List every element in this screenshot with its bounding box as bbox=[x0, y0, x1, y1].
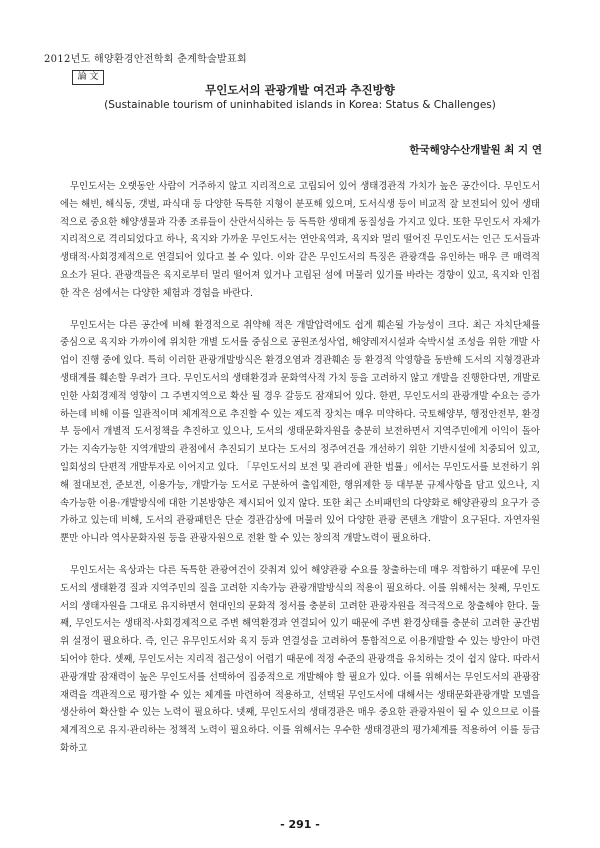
author-affiliation: 한국해양수산개발원 최 지 연 bbox=[409, 144, 542, 156]
conference-header: 2012년도 해양환경안전학회 춘계학술발표회 bbox=[44, 54, 247, 65]
body-text bbox=[60, 178, 540, 772]
paragraph: 무인도서는 다른 공간에 비해 환경적으로 취약해 적은 개발압력에도 쉽게 훼손될 가능성이 크다. 최근 자치단체를 중심으로 육지와 가까이에 위치한 개별 도서를 중심으로 공원조성사업, 해양레저시설과 숙박시설 조성을 위한 개발 사업이 진행 중에 있다. 특히 이러한 관광개발방식은 환경오염과 경관훼손 등 환경적 악영향을 동반해 도서의 지형경관과 생태계를 훼손할 우려가 크다. 무인도서의 생태환경과 문화역사적 가치 등을 고려하지 않고 개발을 진행한다면, 개발로 인한 사회경제적 영향이 그 주변지역으로 확산 될 경우 갈등도 잠재되어 있다. 한편, 무인도서의 관광개발 수요는 증가하는데 비해 이를 일관적이며 체계적으로 추진할 수 있는 제도적 장치는 매우 미약하다. 국토해양부, 행정안전부, 환경부 등에서 개별적 도서정책을 추진하고 있으나, 도서의 생태문화자원을 충분히 보전하면서 지역주민에게 이익이 돌아가는 지속가능한 지역개발의 관점에서 추진되기 보다는 도서의 정주여건을 개선하기 위한 기반시설에 치중되어 있고, 일회성의 단편적 개발투자로 이어지고 있다. 「무인도서의 보전 및 관리에 관한 법률」에서는 무인도서를 보전하기 위해 절대보전, 준보전, 이용가능, 개발가능 도서로 구분하여 출입제한, 행위제한 등 대부분 규제사항을 담고 있으나, 지속가능한 이용·개발방식에 대한 기본방향은 제시되어 있지 않다. 또한 최근 소비패턴의 다양화로 해양관광의 요구가 증가하고 있는데 비해, 도서의 관광패턴은 단순 경관감상에 머물러 있어 다양한 관광 콘텐츠 개발이 요구된다. 자연자원 뿐만 아니라 역사문화자원 등을 관광자원으로 전환 할 수 있는 창의적 개발노력이 필요하다. bbox=[60, 319, 540, 545]
paper-subtitle: (Sustainable tourism of uninhabited islands in Korea: Status & Challenges) bbox=[104, 99, 496, 111]
paragraph: 무인도서는 육상과는 다른 독특한 관광여건이 갖춰져 있어 해양관광 수요를 창출하는데 매우 적합하기 때문에 무인도서의 생태환경 질과 지역주민의 질을 고려한 지속가능 관광개발방식의 적용이 필요하다. 이를 위해서는 첫째, 무인도서의 생태자원을 그대로 유지하면서 현대인의 문화적 정서를 충분히 고려한 관광자원을 적극적으로 창출해야 한다. 둘째, 무인도서는 생태적·사회경제적으로 주변 해역환경과 연결되어 있기 때문에 주변 환경상태를 충분히 고려한 공간범위 설정이 필요하다. 즉, 인근 유무인도서와 육지 등과 연결성을 고려하여 통합적으로 이용개발할 수 있는 방안이 마련되어야 한다. 셋째, 무인도서는 지리적 접근성이 어렵기 때문에 적정 수준의 관광객을 유치하는 것이 쉽지 않다. 따라서 관광개발 잠재력이 높은 무인도서를 선택하여 집중적으로 개발해야 할 필요가 있다. 이를 위해서는 무인도서의 관광잠재력을 객관적으로 평가할 수 있는 체계를 마련하여 적용하고, 선택된 무인도서에 대해서는 생태문화관광개발 모델을 생산하여 확산할 수 있는 노력이 필요하다. 넷째, 무인도서의 생태경관은 매우 중요한 관광자원이 될 수 있으므로 이를 체계적으로 유지·관리하는 정책적 노력이 필요하다. 이를 위해서는 우수한 생태경관의 평가체계를 적용하여 이를 등급화하고 bbox=[60, 564, 540, 754]
article-type-badge: 論 文 bbox=[72, 70, 104, 85]
page-number: - 291 - bbox=[280, 818, 320, 831]
paper-title: 무인도서의 관광개발 여건과 추진방향 bbox=[205, 83, 395, 97]
paragraph: 무인도서는 오랫동안 사람이 거주하지 않고 지리적으로 고립되어 있어 생태경관적 가치가 높은 공간이다. 무인도서에는 해빈, 해식동, 갯벌, 파식대 등 다양한 독특한 지형이 분포해 있으며, 도서식생 등이 비교적 잘 보전되어 있어 생태적으로 중요한 해양생물과 각종 조류들이 산란서식하는 등 독특한 생태계 동질성을 가지고 있다. 또한 무인도서 자체가 지리적으로 격리되었다고 하나, 육지와 가까운 무인도서는 연안육역과, 육지와 멀리 떨어진 무인도서는 인근 도서들과 생태적·사회경제적으로 연결되어 있다고 볼 수 있다. 이와 같은 무인도서의 특징은 관광객을 유인하는 매우 큰 매력적 요소가 된다. 관광객들은 육지로부터 멀리 떨어져 있거나 고립된 섬에 머물러 있기를 바라는 경향이 있고, 육지와 인접한 작은 섬에서는 다양한 체험과 경험을 바란다. bbox=[60, 181, 540, 299]
